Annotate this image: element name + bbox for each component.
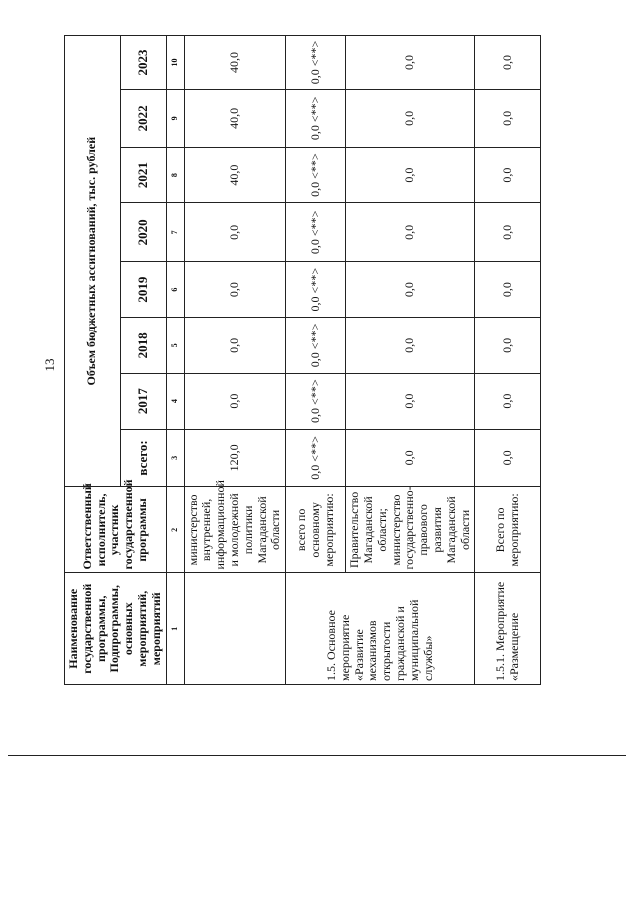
row-value: 0,0 <**> bbox=[286, 262, 346, 318]
row-value: 0,0 bbox=[475, 373, 541, 429]
header-total: всего: bbox=[120, 429, 166, 487]
column-number: 9 bbox=[166, 89, 184, 147]
header-program-name: Наименование государственной программы, Подпрограммы, основных мероприятий, мероприятий bbox=[65, 573, 167, 685]
column-number: 4 bbox=[166, 373, 184, 429]
row-value: 0,0 bbox=[346, 36, 475, 90]
row-value: 0,0 bbox=[346, 89, 475, 147]
row-executor: Правительство Магаданской области; министерство государственно-правового развития Магаданской области bbox=[346, 487, 475, 573]
row-name: 1.5. Основное мероприятие «Развитие механизмов открытости гражданской и муниципальной службы» bbox=[286, 573, 475, 685]
row-value: 0,0 <**> bbox=[286, 203, 346, 262]
row-value: 0,0 bbox=[475, 262, 541, 318]
column-number: 8 bbox=[166, 147, 184, 203]
row-executor: министерство внутренней, информационной и молодежной политики Магаданской области bbox=[184, 487, 286, 573]
row-value: 0,0 bbox=[475, 203, 541, 262]
rotated-table-container bbox=[64, 35, 521, 685]
row-value: 40,0 bbox=[184, 36, 286, 90]
row-value: 0,0 <**> bbox=[286, 89, 346, 147]
row-executor: всего по основному мероприятию: bbox=[286, 487, 346, 573]
header-year: 2019 bbox=[120, 262, 166, 318]
column-number: 10 bbox=[166, 36, 184, 90]
header-year: 2021 bbox=[120, 147, 166, 203]
row-value: 0,0 <**> bbox=[286, 147, 346, 203]
row-value: 40,0 bbox=[184, 89, 286, 147]
row-value: 0,0 <**> bbox=[286, 36, 346, 90]
row-value: 0,0 bbox=[346, 373, 475, 429]
row-executor: Всего по мероприятию: bbox=[475, 487, 541, 573]
row-value: 0,0 bbox=[475, 429, 541, 487]
row-value: 0,0 bbox=[346, 318, 475, 374]
column-number: 6 bbox=[166, 262, 184, 318]
budget-table bbox=[64, 35, 541, 685]
row-value: 0,0 bbox=[475, 36, 541, 90]
header-year: 2017 bbox=[120, 373, 166, 429]
row-value: 0,0 bbox=[346, 262, 475, 318]
column-number: 5 bbox=[166, 318, 184, 374]
row-name: 1.5.1. Мероприятие «Размещение bbox=[475, 573, 541, 685]
row-value: 0,0 bbox=[475, 89, 541, 147]
row-value: 0,0 bbox=[475, 147, 541, 203]
column-number: 2 bbox=[166, 487, 184, 573]
row-value: 0,0 <**> bbox=[286, 429, 346, 487]
header-year: 2018 bbox=[120, 318, 166, 374]
header-budget: Объем бюджетных ассигнований, тыс. рублей bbox=[65, 36, 121, 487]
row-value: 0,0 <**> bbox=[286, 373, 346, 429]
column-number: 1 bbox=[166, 573, 184, 685]
row-value: 0,0 bbox=[184, 203, 286, 262]
row-value: 0,0 bbox=[184, 262, 286, 318]
row-value: 0,0 bbox=[475, 318, 541, 374]
row-name bbox=[184, 573, 286, 685]
column-number: 3 bbox=[166, 429, 184, 487]
row-value: 40,0 bbox=[184, 147, 286, 203]
row-value: 0,0 <**> bbox=[286, 318, 346, 374]
row-value: 120,0 bbox=[184, 429, 286, 487]
header-year: 2023 bbox=[120, 36, 166, 90]
footnote-divider bbox=[8, 755, 626, 756]
header-year: 2020 bbox=[120, 203, 166, 262]
column-number: 7 bbox=[166, 203, 184, 262]
header-executor: Ответственный исполнитель, участник государственной программы bbox=[65, 487, 167, 573]
row-value: 0,0 bbox=[346, 429, 475, 487]
row-value: 0,0 bbox=[184, 373, 286, 429]
row-value: 0,0 bbox=[346, 203, 475, 262]
page-number: 13 bbox=[42, 358, 57, 372]
row-value: 0,0 bbox=[346, 147, 475, 203]
row-value: 0,0 bbox=[184, 318, 286, 374]
header-year: 2022 bbox=[120, 89, 166, 147]
